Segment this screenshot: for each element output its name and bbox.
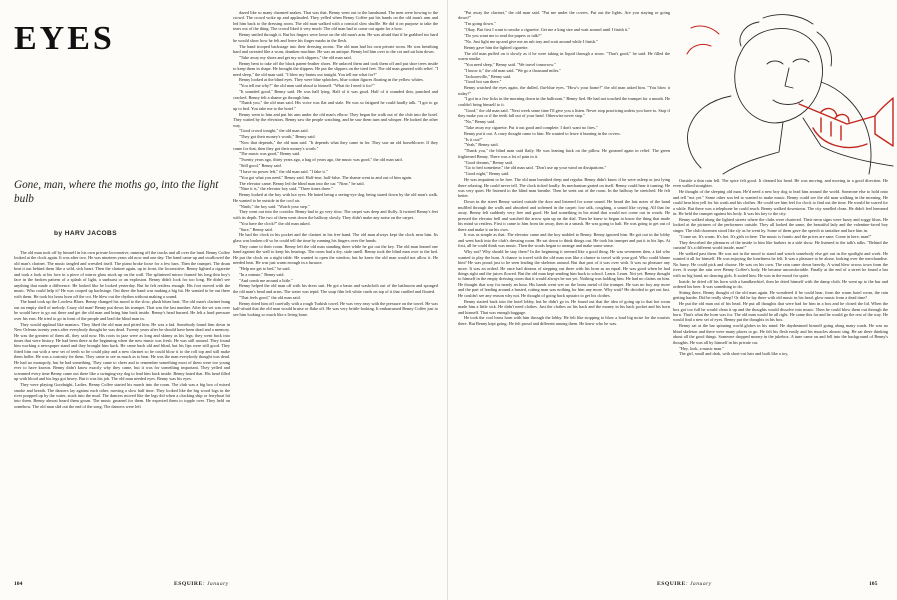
paragraph: "Good night," Benny said.: [464, 171, 510, 177]
right-page: [449, 0, 897, 600]
paragraph: He had the clock in his pocket and the clarinet in his free hand. The old man always kept the clock near him. Its glass was broken off so he could tell the time by running his fingers over the hands.: [233, 232, 438, 243]
paragraph: "I got in a few licks in the morning down in the ballroom," Benny lied. He had not touched the trumpet for a month. He couldn't bring himself to it.: [458, 96, 670, 107]
paragraph: It was as simple as that. The elevator came and the boy nodded to Benny. Benny ignored him. He got out in the lobby and went back into the club's dressing room. He sat down to think things out. He took his trumpet and put it to his lips. At first, all he could think was music. Then the words began to arrange and make some sense.: [458, 232, 670, 249]
paragraph: "They got their money's worth," Benny said.: [239, 134, 316, 140]
page-number-left: [14, 581, 22, 587]
left-page: [0, 0, 448, 600]
paragraph: "The music was good," Benny said.: [239, 151, 301, 157]
paragraph: They came to their room. Benny left the old man standing there while he got out the key. The old man leaned one hand against the wall to keep his bearings. The room had a dry, stale smell. Benny took the blind man over to the bed. He put the clock on a night table. He wanted to open the window, but he knew the old man would not allow it. He needed heat. He was just warm enough in a furnace.: [233, 243, 438, 266]
paragraph: Why not? Why should he stay there? In the beginning it seemed like a good thing. He was seventeen then, a kid who wanted to play the horn. A chance to travel with the old man was like a chance to travel with your god. Who could blame him? He was proud just to be seen leading the skeleton around. But that part of it was over with. It was no pleasure any more. It was an ordeal. He once had dreams of stepping out there with his horn as an equal. He was good when he had things right and the juices flowed. But the old man kept sending him back to school. Learn. Learn. Not yet. Benny thought to himself in the empty dressing room that it would always be not yet. Nothing was holding him. He had no claims on him. He thought that way for nearly an hour. His hands went wet on the brass metal of the trumpet. He was no boy any more and the part of leading around a busted, rotting man was nothing for him any more. Why wait? He decided to get out fast. He couldn't see any reason why not. He thought of going back upstairs to get his clothes.: [458, 249, 670, 298]
paragraph: Benny looked at the blind eyes. They were blue splotches, blue cotton figures floating in the yellow whites.: [239, 77, 424, 83]
paragraph: "That feels good," the old man said.: [239, 294, 301, 300]
right-page-column-one: [458, 10, 670, 572]
paragraph: "Okay. But first I want to smoke a cigarette. Get me a king size and wait around until I finish it.": [464, 27, 631, 33]
paragraph: "Put away the clarinet," the old man said. "Put me under the covers. Put out the lights. Are you staying or going down?": [458, 10, 670, 21]
paragraph: Down in the street Benny waited outside the door and listened for some sound. He heard the last notes of the band muffled through the walls and absorbed and softened in the carpet: low talk, coughing, a sound like crying. All that far away. Benny felt suddenly very free and good. He had something in his mind that would not come out in words. He pressed the elevator bell and watched the arrow spin up on the dial. Then he knew to begun to know the thing that made his mind so restless. First it came to him from far away, then in a smash. He was going to halt. He was going to get out of there and make it on his own.: [458, 199, 670, 232]
paragraph: "I know it," the old man said. "We go a thousand miles.": [464, 67, 562, 73]
paragraph: Benny dried him off carefully with a rough Turkish towel. He was very easy with the pressure on the towel. He was half-afraid that the old man would bruise or flake off. He was very brittle-looking. It embarrassed Benny Coffee just to see him looking so much like a living bone.: [233, 300, 438, 317]
paragraph: "Help me get to bed," he said.: [239, 265, 291, 271]
paragraph: "I'm going down.": [464, 21, 496, 27]
paragraph: Sitting there, Benny thought of the old man again. He wondered if he could hear, from the warm hotel room, the rain getting harder. Did he really sleep? Or did he lay there with old music in his head, glow music from a dead time?: [673, 289, 888, 301]
paragraph: "Do you want me to read the papers or talk?": [464, 32, 542, 38]
paragraph: "No. Just light me up and give me an ash tray and wait around while I finish.": [464, 38, 598, 44]
story-title: EYES: [14, 20, 115, 57]
left-page-column-one: [14, 250, 230, 572]
paragraph: "Hey, look, a music man.": [679, 345, 725, 351]
paragraph: "Still good," Benny said.: [239, 163, 282, 169]
paragraph: Benny bent to take off the black patent-leather shoes. He unlaced them and took them off and put shoe trees inside to keep them in shape. He brought the slippers. He put the slippers on the tired feet. The old man grunted with relief. "I need sleep," the old man said. "I blew my brains out tonight. You tell me what for?": [233, 60, 438, 77]
paragraph: "Now that depends," the old man said. "It depends what they came in for. They saw an old horseblower. If they came for that, then they got their money's worth.": [233, 140, 438, 151]
running-foot-left: [174, 581, 229, 587]
paragraph: "Take away my shoes and get my soft slippers," the old man said.: [239, 54, 352, 60]
paragraph: Benny helped the old man off with his dress suit. He got a basin and washcloth out of the bathroom and sponged the old man's head and arms. The water was tepid. The soap film left white curds on top of it that curdled and floated.: [233, 283, 438, 294]
paragraph: "Jacksonville," Benny said.: [464, 73, 512, 79]
paragraph: "Yeah," Benny said.: [464, 142, 499, 148]
paragraph: Benny sat at the bar spinning world globes in his mind. He daydreamed himself going along many roads. He was no blind skeleton and there were many places to go. He felt his flesh easily and his muscles almost sing. He sat there thinking about all the good things. Someone dropped money in the jukebox. A tune came on and fell into the background of Benny's thoughts. He was all by himself in his private car.: [673, 323, 888, 345]
page-number: 104: [14, 581, 23, 587]
paragraph: "Ninth," the boy said. "Watch your step.": [239, 203, 310, 209]
paragraph: "You have the clock?" the old man asked.: [239, 220, 311, 226]
paragraph: "You tell me why?" the old man said aloud to himself. "What do I need it for?": [239, 83, 375, 89]
page-number: 105: [869, 581, 878, 587]
paragraph: "In a minute," Benny said.: [239, 271, 285, 277]
paragraph: "You need sleep," Benny said. "We travel tomorrow.": [464, 61, 556, 67]
paragraph: Benny put it out. A crazy thought came to him. He wanted to leave it burning in the covers.: [464, 130, 621, 136]
paragraph: Inside, he dried off his horn with a handkerchief, then he dried himself with the damp cloth. He went up to the bar and ordered his beer. It was something to do.: [673, 278, 888, 289]
magazine-name: ESQUIRE: [174, 581, 203, 587]
paragraph: "Good dreams," Benny said.: [464, 159, 513, 165]
issue-month: : January: [202, 581, 229, 587]
paragraph: "It sounded good," Benny said. He was half lying. Half of it was good. Half of it sounded thin, punched and cracked. Benny felt a shame go through him.: [233, 89, 438, 100]
left-page-column-two: [233, 10, 438, 572]
paragraph: He put the old man out of his head. He put all thoughts that were bad for him in a box and he closed the lid. When the box got too full he would clean it up and the thoughts would dissolve into music. Then he could blow them out through the horn. That's what the horn was for. The old man would be all right. He came this far and he would go the rest of the way. He would find a new set of eyes. Benny put the thoughts in his box.: [673, 301, 888, 323]
paragraph: Benny started back into the hotel lobby, but he didn't go in. He found out that the idea of going up to that hot room made him a little sick. He didn't need clothes. Just the clothes on his back and the money in his back pocket and his horn and himself. That was enough baggage.: [458, 298, 670, 315]
paragraph: Benny smiled through it. But his fingers were loose on the old man's arm. He was afraid that if he grabbed too hard he would show how he felt and leave his finger marks in the flesh.: [233, 32, 438, 43]
paragraph: "Nine it is," the elevator boy said. "Three times three.": [239, 186, 333, 192]
paragraph: "Sure," Benny said.: [239, 226, 273, 232]
paragraph: Benny walked along the lighted streets where the clubs were clustered. Their neon signs were fuzzy and soggy blurs. He looked at the pictures of the performers outside. They all looked the same, the beautiful lady and the valentine-faced boy singer. The club doormen stood like sly as he went by. Some of them gave the speech to tantalize and lure him in.: [673, 216, 888, 233]
paragraph: The band took up the Lowless Blues. Benny changed his mood to the slow, plush blues beat. The old man's clarinet hung out an empty shell of melody. Crazy old man! Benny put down his trumpet. That was the last number. After the set was over he would have to go out there and get the old man and bring him back inside. Benny's head burned. He felt a hard pressure over his ears. He tried to go in front of the people and lead the blind man in.: [14, 299, 230, 321]
paragraph: They went out into the corridor. Benny had to go very slow. The carpet was deep and fluffy. It twisted Benny's feet with its depth. The two of them went down the hallway slowly. They didn't make any noise on the carpet.: [233, 209, 438, 220]
paragraph: "Thank you," the old man said. His voice was flat and stale. He was so fatigued he could hardly talk. "I got to go up to bed. You take me to the hotel.": [233, 100, 438, 111]
paragraph: They would applaud like maniacs. They liked the old man and pitied him. He was a fad. Somebody found him down in New Orleans twenty years after everybody thought he was dead. Twenty years after he should have been dead and a memory. He was the greatest of them all, they said now. His roots in jazz were as long and skinny as his legs; they went back into times that were history. He had been there at the beginning when the new music was fresh. He was still around. They found him working a newspaper stand and they brought him back. He came back old and blind, but his lips were still good. They fitted him out with a new set of teeth so he could play and a new clarinet so he could blow it to the roll top and still make them holler. He was a curiosity for them. They came to see as much as to hear. He was the man everybody thought was dead. He had no monopoly, but he had something. They came to cheer and to remember something most of them were too young ever to have known. Benny didn't know exactly why they came, but it was for something important. They yelled and screamed every time Benny came out there like a swinging-ray dog to lead him back inside. Benny hated that. His head filled up with blood and his legs got heavy. But it was his job. The old man needed eyes. Benny was his eyes.: [14, 321, 230, 382]
story-subtitle: Gone, man, where the moths go, into the light bulb: [14, 179, 219, 205]
paragraph: "Come on. It's warm. It's hot. It's girls in here. The music is frantic and the prices are sane. Come in here, man!": [679, 233, 872, 239]
running-foot-right: [657, 581, 712, 587]
paragraph: They described the pleasures of the inside to him like barkers in a side show. He listened to the talk's talks. "Behind the curtain! It's a different world inside, man!": [673, 239, 888, 250]
magazine-name: ESQUIRE: [657, 581, 686, 587]
paragraph: The elevator came. Benny led the blind man into the car. "Nine," he said.: [239, 180, 365, 186]
paragraph: "You got what you need," Benny said. Half-true, half-false. The shame went in and out of him again.: [239, 174, 413, 180]
paragraph: dazed like so many charmed snakes. That was that. Benny went out to the bandstand. The men were bowing to the crowd. The crowd woke up and applauded. They yelled when Benny Coffee put his hands on the old man's arm and led him back to the dressing room. The old man walked with a comical slow shuffle. He did it on purpose to take the tears out of the thing. The crowd liked it very much. The old man had to come out again for a bow.: [233, 10, 438, 32]
paragraph: "Is it out?": [464, 136, 483, 142]
paragraph: Benny went to him and put his arm under the old man's elbow. They began the walk out of the club into the hotel. They waited by the elevators. Benny saw the people watching, and he saw them turn and whisper. He looked the other way.: [233, 111, 438, 128]
issue-month: : January: [685, 581, 712, 587]
paragraph: "Twenty years ago, thirty years ago, a hag of years ago, the music was good," the old man said.: [239, 157, 403, 163]
paragraph: Benny looked at the boy with hot eyes. He hated being a seeing-eye dog, being stared down by the old man's walk. He wanted to be outside in the cool air.: [233, 192, 438, 203]
paragraph: Benny gave him the lighted cigarette.: [464, 44, 529, 50]
right-page-column-two: [673, 178, 888, 572]
paragraph: He took the cool brass horn with him through the lobby. He felt like stopping to blow a loud big noise for the tourists there. But Benny kept going. He felt proud and different among them. He knew who he was.: [458, 315, 670, 326]
paragraph: "No," Benny said.: [464, 119, 496, 125]
byline: by HARV JACOBS: [54, 230, 118, 237]
paragraph: The old man puffed on it slowly as if he were taking in liquid through a straw. "That's good," he said. He filled the warm smoke.: [458, 50, 670, 61]
paragraph: They were playing Goodnight, Ladies. Benny Coffee started his march into the room. The club was a big box of mixed smoke and breath. The dancers lay against each other, moving a slow half time. They looked like the big wood logs in the river propped up by the water, stuck into the mud. The dancers moved like the legs did when a clucking ship or ferryboat hit into them. Benny almost heard them groan. The music groaned for them. He expected them to topple over. They held on somehow. The old man slid out the end of the song. The dancers were left: [14, 382, 230, 409]
paragraph: The girl, small and dark, with short-cut hair and built like a toy,: [679, 351, 789, 357]
paragraph: "Good crowd tonight," the old man said.: [239, 128, 309, 134]
paragraph: "Take away my cigarette. Put it out good and complete. I don't want no fires.": [464, 124, 598, 130]
paragraph: The old man took off by himself in his own private locomotive, running off the tracks and all over the land. Benny Coffee looked at the clock again. It was after two. He was nineteen years old now and one day. The band came up and swallowed the old man's clarinet. The music tangled and wrestled itself. The piano broke loose for a few bars. Then the trumpet. The drum beat it out behind them like a wild, sick heart. Then the clarinet again, up in front, the locomotive. Benny lighted a cigarette and took a look at his face in a piece of mirror glass stuck up on the wall. The splintered mirror framed his long thin boy's face in the broken pattern of a splash of light, a sunburst or an explosion. Benny didn't look for too long. He didn't see anything that made a difference. He looked like he looked yesterday. But he felt restless enough. His foot moved with the music. Who could help it? He was cooped up backstage. Out there the band was making a big hit. He wanted to be out there with them. He took his brass horn off the cot. He blew out the rhythm without making a sound.: [14, 250, 230, 299]
paragraph: "Go to bed sometime," the old man said. "Don't use up your wind on dissipations.": [464, 165, 607, 171]
trumpet-player-illustration: [671, 6, 895, 178]
paragraph: Outside a thin rain fell. The spice felt good. It cleaned his head. He was moving, and moving in a good direction. He even walked straighter.: [673, 178, 888, 189]
paragraph: "I have no power left," the old man said. "I fake it.": [239, 168, 328, 174]
paragraph: He was impatient to be free. The old man breathed deep and regular. Benny didn't know if he were asleep or just lying there relaxing. He could never tell. The clock ticked loudly. Its mechanism grated on itself. Benny could hear it turning. He was very quiet. He listened to the blind man breathe. Then he went out of the room. In the hallway he stretched. He felt better.: [458, 177, 670, 199]
paragraph: Benny watched the eyes again, the dulled, flat-blue eyes. "How's your home?" the old man asked him. "You blow it today?": [458, 85, 670, 96]
paragraph: The band trooped backstage into their dressing rooms. The old man had his own private room. He was breathing hard and sweated like a worn, drunken machine. He was an antique. Benny led him over to the cot and sat him down.: [233, 43, 438, 54]
paragraph: "And comb me around a little.": [239, 277, 293, 283]
paragraph: "Good hot sun there.": [464, 79, 502, 85]
paragraph: He thought of the sleeping old man. He'd need a new boy dog to lead him around the world. Someone else to hold onto and tell "not yet." Some other son led to wanted to make music. Benny could see the old man walking in the morning. He could hear him yell for his wash and his clothes. He could see him feel for clock to find out the time. He would be scared for a while. But there was a telephone he could reach. Benny walked downtown. The city smelled clean. He didn't feel hemmed in. He held the trumpet against his body. It was his key to the city.: [673, 189, 888, 217]
paragraph: He walked past them. He was not in the mood to stand and watch somebody else get out in the spotlight and work. He wanted it all for himself. He was enjoying the loneliness he felt. It was a pleasure to be alone, looking over the merchandise. No hurry. He could pick and choose. He was on his own. The rain came down heavily. A wind blew across town from the river. It swept the rain over Benny Coffee's body. He became uncomfortable. Finally at the end of a street he found a bar with no big band, no dancing girls. It suited him. He was in the mood for quiet.: [673, 250, 888, 278]
paragraph: "Good," the old man said. "Next week some time I'll give you a listen. Never stop practicing unless you have to. Stop if they make you or if the teeth fall out of your head. Otherwise never stop.": [458, 107, 670, 119]
page-number-right: [869, 581, 877, 587]
paragraph: "Thank you," the blind man said flatly. He was leaning back on the pillow. He groaned again in relief. The green frightened Benny. There was a lot of pain in it.: [458, 148, 670, 159]
